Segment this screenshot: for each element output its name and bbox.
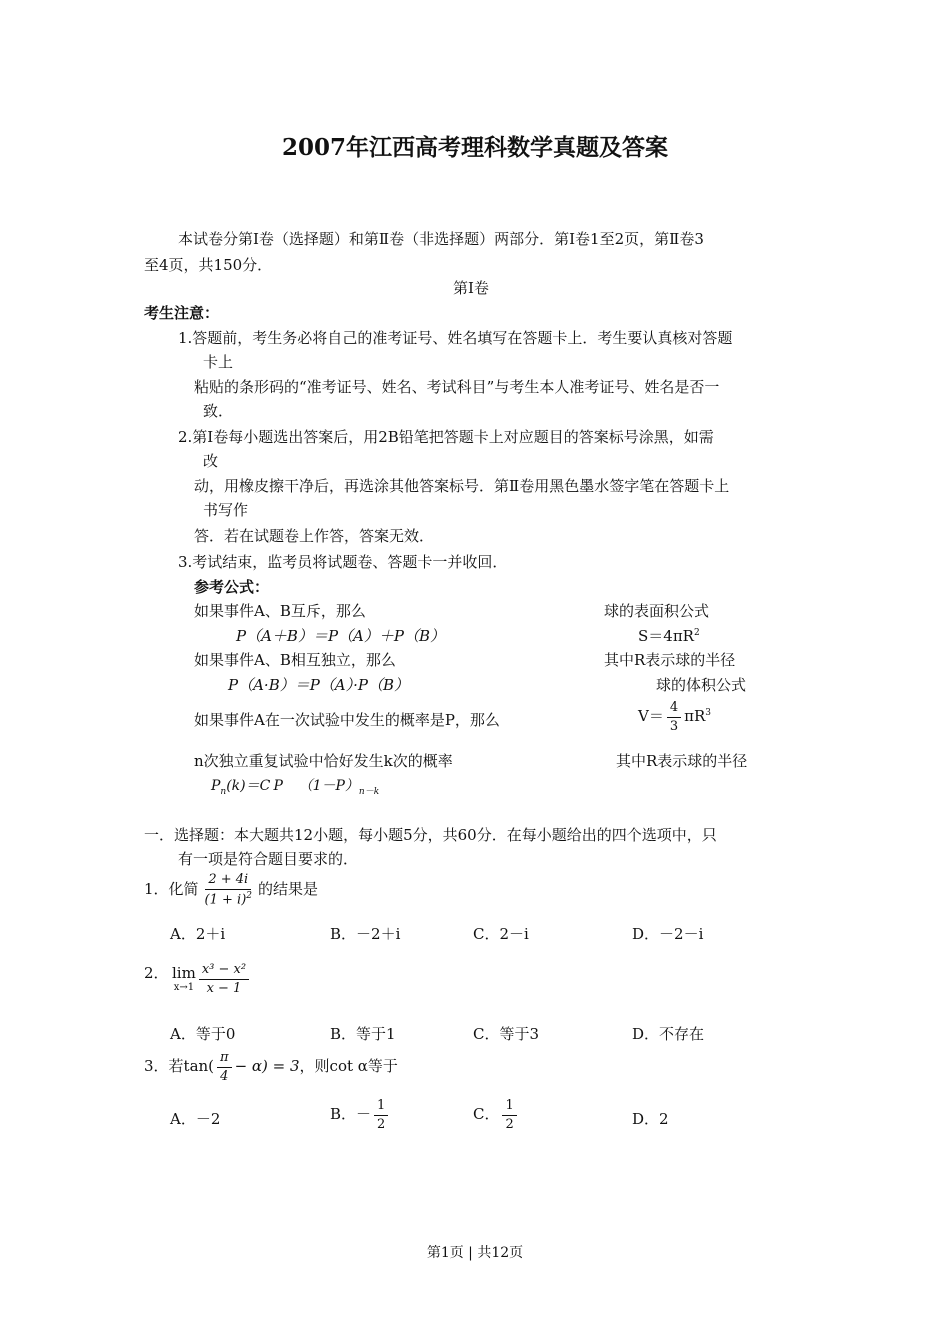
formula-right: 其中R表示球的半径 [604,651,736,669]
sphere-volume-formula: V＝ $\frac{4}{3}$ $\pi R^3$ [638,700,712,734]
notice-heading: 考生注意： [144,304,220,322]
notice-line: 改 [203,452,219,470]
intro-line-2: 至4页，共150分． [144,256,273,274]
q3-option-d: D．2 [632,1110,669,1128]
notice-line: 动，用橡皮擦干净后，再选涂其他答案标号．第Ⅱ卷用黑色墨水签字笔在答题卡上 [194,477,730,495]
formula-right: 球的表面积公式 [604,602,710,620]
notice-line: 卡上 [203,353,234,371]
notice-line: 1.答题前，考生务必将自己的准考证号、姓名填写在答题卡上．考生要认真核对答题 [178,329,733,347]
q2-number: 2． [144,964,169,982]
formula-left: P（A·B）＝P（A）·P（B） [228,676,410,694]
q2-option-c: C．等于3 [473,1025,540,1043]
q2-option-a: A．等于0 [170,1025,236,1043]
q3-option-c: C． $\frac{1}{2}$ [473,1098,520,1132]
formula-left: n次独立重复试验中恰好发生k次的概率 [194,752,453,770]
q3-option-a: A．－2 [170,1110,221,1128]
notice-line: 粘贴的条形码的“准考证号、姓名、考试科目”与考生本人准考证号、姓名是否一 [194,378,720,396]
formula-left: 如果事件A、B互斥，那么 [194,602,366,620]
q2-option-b: B．等于1 [330,1025,396,1043]
q3-option-b: B．－ $\frac{1}{2}$ [330,1098,391,1132]
notice-line: 3.考试结束，监考员将试题卷、答题卡一并收回． [178,553,508,571]
notice-line: 书写作 [203,501,249,519]
page-footer: 第1页 | 共12页 [426,1245,524,1261]
formula-right: 球的体积公式 [656,676,747,694]
q2-option-d: D．不存在 [632,1025,705,1043]
intro-line-1: 本试卷分第Ⅰ卷（选择题）和第Ⅱ卷（非选择题）两部分．第Ⅰ卷1至2页，第Ⅱ卷3 [178,230,704,248]
formula-right: 其中R表示球的半径 [616,752,748,770]
sphere-area-formula: $S=4\pi R^2$ [638,627,700,645]
notice-line: 致． [203,402,234,420]
section-label: 第Ⅰ卷 [453,279,489,297]
page-title: 2007年江西高考理科数学真题及答案 [281,134,668,161]
binomial-formula: $P_n(k)=C$ P $(1-P)_{n-k}$ [211,778,380,797]
notice-line: 答．若在试题卷上作答，答案无效． [194,527,435,545]
notice-line: 2.第Ⅰ卷每小题选出答案后，用2B铅笔把答题卡上对应题目的答案标号涂黑，如需 [178,428,714,446]
formula-heading: 参考公式： [194,578,270,596]
question-3: 3．若tan( $\frac{\pi}{4}$ − α) = 3，则cot α等于 [144,1050,398,1084]
question-1: 1．化简 $\frac{2 + 4i}{(1 + i)^2}$ 的结果是 [144,872,319,907]
q1-option-a: A．2＋i [170,925,226,943]
q1-option-b: B．－2＋i [330,925,401,943]
formula-left: P（A＋B）＝P（A）＋P（B） [236,627,445,645]
q2-expression: lim x→1 $\frac{\text{x³ − x²}}{x - 1}$ [172,962,252,996]
section1-line-1: 一．选择题：本大题共12小题，每小题5分，共60分．在每小题给出的四个选项中，只 [144,826,717,844]
q1-option-c: C．2－i [473,925,529,943]
formula-left: 如果事件A在一次试验中发生的概率是P，那么 [194,711,500,729]
formula-left: 如果事件A、B相互独立，那么 [194,651,396,669]
q1-option-d: D．－2－i [632,925,704,943]
section1-line-2: 有一项是符合题目要求的． [178,850,359,868]
